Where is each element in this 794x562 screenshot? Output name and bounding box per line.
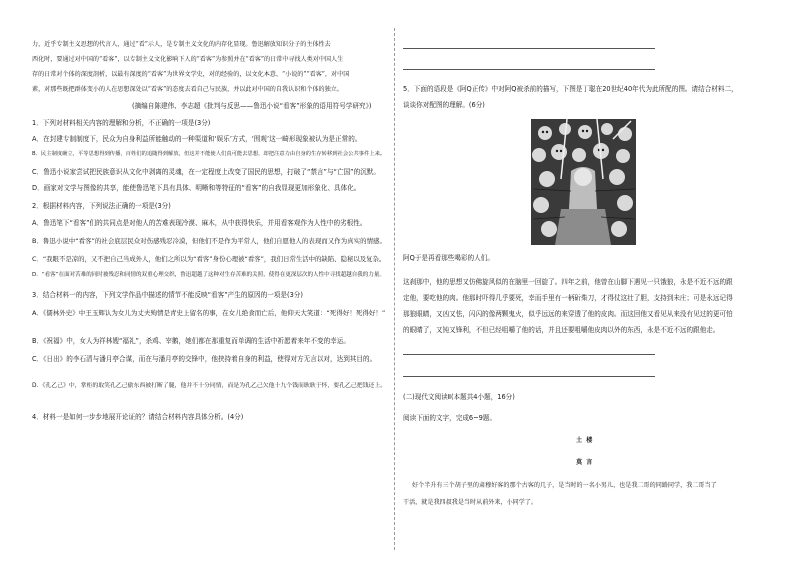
- q5-passage-line-1: 这刹那中，他的思想又仿佛旋风似的在脑里一回旋了。四年之前，他曾在山脚下遇见一只饿狼，永是不近不远的跟: [403, 278, 733, 286]
- illustration-crowd-figure: [531, 119, 636, 245]
- answer-line[interactable]: [403, 48, 655, 49]
- opening-line-1: 好个半升有三个胡子里的肃穆好客的那个古客的几子，是当时的一名小男儿，也是我二哥的同路同学，我二哥当了: [412, 482, 717, 489]
- q3-option-b: B．《祝福》中，女人为祥林嫂“福礼”，杀鸡、宰鹅，她们都在那重复而单调的生活中祈愿着来年不变的幸运。: [32, 337, 350, 345]
- answer-line[interactable]: [403, 69, 655, 70]
- answer-line[interactable]: [403, 354, 655, 355]
- q1-option-a: A．在封建专制制度下，民众为自身利益所能触动的一种渠道和‘娱乐’方式，‘围观’这一畸形现象被认为是正常的。: [32, 135, 362, 143]
- section-title: (二)现代文阅读Ⅱ(本题共4小题，16分): [403, 393, 515, 401]
- intro-line-4: 素，对那些既把群体变小的人在思想深处以“看客”的态度去看自己与民族，并以此对中国的自我认识和个体的独立。: [32, 86, 343, 93]
- q3-stem: 3．结合材料一的内容，下列文学作品中描述的情节不能反映“看客”产生的原因的一项是(3分): [32, 291, 303, 299]
- work-title: 土 楼: [576, 437, 594, 444]
- q1-option-d: D．画家对文学与图像的共享，能使鲁迅笔下具有具体、明晰和等特征的“看客”的自我显现更加形象化、具体化。: [32, 184, 361, 192]
- q5-passage-line-3: 那狼眼睛，又凶又怯，闪闪的像两颗鬼火，似乎远远的来穿透了他的皮肉。而这回他又看见从来没有见过的更可怕: [403, 310, 733, 318]
- intro-line-2: 西化时，要通过对中国的“看客”，以专制主义文化影响下人的“看客”为参照并在“看客”的日常中寻找人类对中国人生: [32, 56, 344, 63]
- q1-option-b: B．民主制度确立，平等思想得到传播，百姓们的追随得到解放，但这并不能使人们真可能去思想，却把注意力由自身的生存转移到社会公共事件上来。: [32, 151, 386, 157]
- q5-stem-line-1: 5．下面的语段是《阿Q正传》中对阿Q被杀前的描写，下图是丁聪在20世纪40年代为此所配的图。请结合材料二，: [403, 85, 738, 93]
- q2-option-c: C．“我眼不是凉的，又不把自己当成外人，他们之所以为“看客”身份心理被“看客”，我们日常生活中的缺陷、隐秘以及复杂。: [32, 255, 386, 263]
- q4-stem: 4．材料一是如何一步步地展开论证的？请结合材料内容具体分析。(4分): [32, 413, 244, 421]
- illustration-drawing: [531, 119, 636, 245]
- q5-stem-line-2: 谈谈你对配图的理解。(6分): [403, 101, 485, 109]
- q2-stem: 2．根据材料内容，下列说法正确的一项是(3分): [32, 202, 171, 210]
- q3-option-d: D．《孔乙己》中，掌柜的取笑孔乙己偷东西被打断了腿，他并不十分同情，而是为孔乙己欠他十九个钱而耿耿于怀，要孔乙己把钱还上。: [32, 383, 387, 389]
- opening-line-2: 干活，就是我四叔我是当时从前外来，小同学了。: [403, 499, 538, 506]
- q3-option-a: A．《儒林外史》中王玉辉认为女儿为丈夫殉情是青史上留名的事，在女儿绝食而亡后，他仰天大笑道：“死得好！死得好！”: [32, 309, 386, 317]
- q5-caption: 阿Q于是再看那些喝彩的人们。: [403, 254, 494, 262]
- intro-line-1: 力，近乎专制主义思想的代言人，通过“看”示人，是专制主义文化的内存化显现。鲁迅解放知识分子的主体性去: [32, 41, 331, 48]
- q5-passage-line-4: 的眼睛了，又钝又锋利，不但已经咀嚼了他的话，并且还要咀嚼他皮肉以外的东西，永是不近不远的跟他走。: [403, 326, 720, 334]
- q5-passage-line-2: 定他，要吃他的肉。他那时吓得几乎要死，幸而手里有一柄斫柴刀，才得仗这壮了胆，支持到未庄；可是永远记得: [403, 294, 733, 302]
- q1-stem: 1．下列对材料相关内容的理解和分析，不正确的一项是(3分): [32, 119, 211, 127]
- q2-option-a: A．鲁迅笔下“看客”们的共同点是对他人的苦难表现冷漠、麻木，从中获得快乐，并用看客观作为人性中的劣根性。: [32, 219, 367, 227]
- q1-option-c: C．鲁迅小说家尝试把民族意识从文化中剥离的灵魂，在一定程度上改变了国民的思想，打破了“禁言”与“亡国”的沉默。: [32, 168, 380, 176]
- section-instruction: 阅读下面的文字，完成6~9题。: [403, 414, 497, 422]
- answer-line[interactable]: [403, 376, 655, 377]
- q2-option-d: D．“看客”在面对苦难的同时被残忍和同情的双重心理交织，鲁迅超越了这种对生存苦难的关照，使得在更深层次的人性中寻找超越自我的力量。: [32, 272, 385, 278]
- q2-option-b: B．鲁迅小说中“看客”的社会底层民众对伤感残忍冷漠，但他们不是作为平常人，他们自愿他人的表现而又作为真实的情感。: [32, 237, 386, 245]
- q3-option-c: C．《日出》的李石清与潘月亭合谋，而在与潘月亭的交锋中，他挟持着自身的利益，使得对方无言以对，达到其目的。: [32, 355, 377, 363]
- column-divider: [394, 28, 395, 550]
- source-citation: (摘编自陈建伟、李志超《批判与反思——鲁迅小说“看客”形象的语用符号学研究》): [132, 102, 372, 110]
- intro-line-3: 存的日常对个体的深度剖析，以最有深度的“看客”为世界文学史，对的经验的，以文化本意、“小说的”“看客”，对中国: [32, 71, 350, 78]
- work-author: 莫 言: [576, 459, 594, 466]
